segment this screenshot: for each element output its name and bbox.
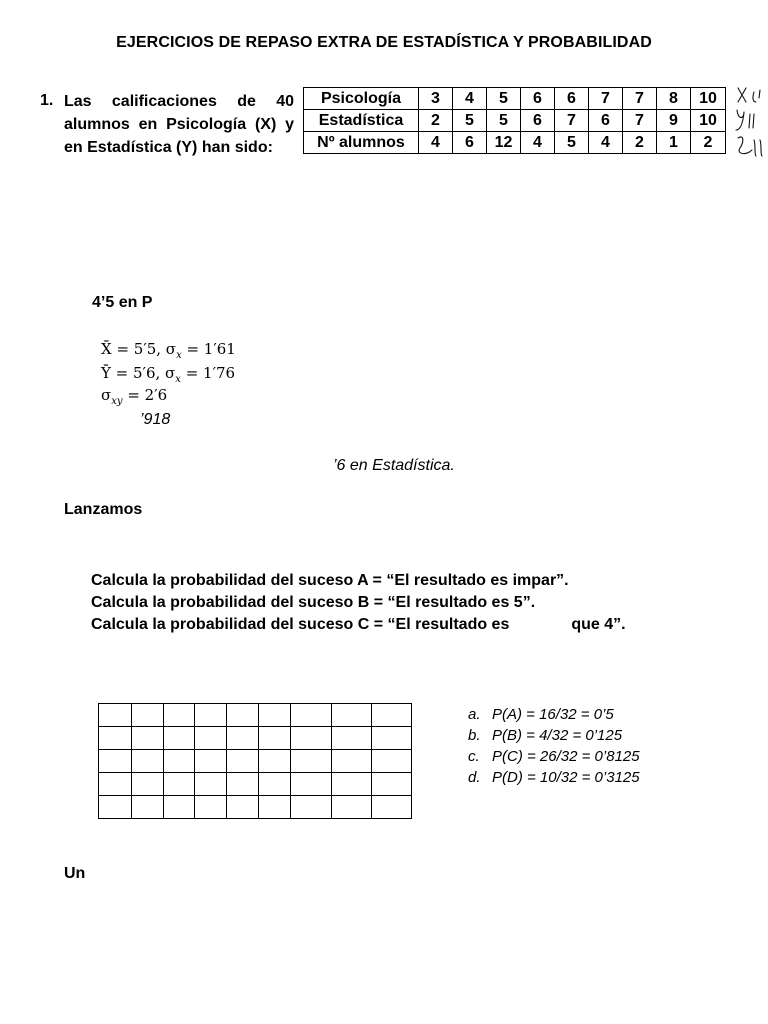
table-cell: 4	[521, 132, 555, 154]
table-cell: 10	[691, 110, 726, 132]
grid-cell	[164, 727, 195, 750]
formula-text: = 1′61	[181, 340, 236, 358]
handwritten-f-mark	[754, 140, 762, 156]
formula-text: Ȳ = 5′6, σ	[101, 364, 176, 382]
section-heading: Un	[64, 865, 86, 882]
handwritten-f-mark	[738, 137, 752, 154]
formula-subscript: xy	[111, 396, 123, 407]
probability-question: Calcula la probabilidad del suceso B = “El resultado es 5”.	[91, 594, 536, 611]
grid-cell	[164, 704, 195, 727]
grid-cell	[372, 727, 412, 750]
table-cell: 2	[419, 110, 453, 132]
table-cell: 2	[623, 132, 657, 154]
table-cell: 1	[657, 132, 691, 154]
table-cell: 7	[623, 88, 657, 110]
row-label: Estadística	[304, 110, 419, 132]
answer-letter: b.	[468, 727, 481, 744]
formula-subscript: x	[176, 350, 182, 361]
grid-cell	[99, 704, 132, 727]
grid-cell	[132, 704, 164, 727]
table-cell: 5	[555, 132, 589, 154]
table-cell: 6	[589, 110, 623, 132]
answer-text: P(A) = 16/32 = 0’5	[492, 706, 614, 723]
table-cell: 4	[589, 132, 623, 154]
question-number: 1.	[40, 92, 54, 109]
table-cell: 7	[555, 110, 589, 132]
grid-cell	[195, 750, 227, 773]
grid-cell	[132, 727, 164, 750]
formula-text: = 1′76	[180, 364, 236, 382]
table-cell: 6	[555, 88, 589, 110]
table-row	[304, 88, 726, 110]
answer-letter: c.	[468, 748, 480, 765]
grid-cell	[227, 773, 259, 796]
handwritten-x-mark	[753, 90, 760, 102]
table-cell: 7	[589, 88, 623, 110]
answer-text: P(B) = 4/32 = 0’125	[492, 727, 623, 744]
formula-subscript: x	[175, 374, 181, 385]
grid-cell	[99, 773, 132, 796]
grades-table	[303, 87, 726, 154]
document-title: EJERCICIOS DE REPASO EXTRA DE ESTADÍSTICA Y PROBABILIDAD	[116, 34, 652, 51]
answer-item	[468, 704, 640, 725]
grid-cell	[291, 750, 332, 773]
section-heading: Lanzamos	[64, 501, 143, 518]
note-line: 4’5 en P	[92, 294, 153, 311]
handwritten-y-mark	[749, 114, 754, 128]
table-cell: 2	[691, 132, 726, 154]
table-row	[304, 132, 726, 154]
grid-cell	[195, 704, 227, 727]
grid-cell	[291, 704, 332, 727]
formula-text: X̄ = 5′5, σ	[101, 340, 177, 358]
row-label: Nº alumnos	[304, 132, 419, 154]
formula-text: = 2′6	[122, 386, 168, 404]
formula-covariance	[101, 386, 167, 407]
answer-list	[468, 704, 640, 788]
table-cell: 6	[453, 132, 487, 154]
grid-cell	[372, 704, 412, 727]
grid-cell	[332, 773, 372, 796]
table-cell: 10	[691, 88, 726, 110]
grid-cell	[195, 796, 227, 819]
table-cell: 7	[623, 110, 657, 132]
formula-x-mean	[101, 340, 236, 361]
grid-cell	[195, 773, 227, 796]
grid-cell	[332, 750, 372, 773]
grid-cell	[332, 796, 372, 819]
handwritten-x-mark	[738, 88, 746, 102]
table-cell: 5	[487, 110, 521, 132]
grid-cell	[195, 727, 227, 750]
probability-question: Calcula la probabilidad del suceso A = “El resultado es impar”.	[91, 572, 569, 589]
question-text: que 4”.	[571, 616, 626, 633]
grid-row	[99, 750, 412, 773]
grid-cell	[259, 750, 291, 773]
table-cell: 4	[419, 132, 453, 154]
grid-cell	[227, 704, 259, 727]
question-text: Calcula la probabilidad del suceso C = “El resultado es	[91, 616, 510, 633]
grid-cell	[164, 750, 195, 773]
answer-item	[468, 725, 640, 746]
grid-cell	[227, 727, 259, 750]
grid-cell	[132, 773, 164, 796]
table-cell: 5	[487, 88, 521, 110]
formula-text: σ	[101, 386, 112, 404]
grid-cell	[99, 727, 132, 750]
grid-row	[99, 727, 412, 750]
formula-y-mean	[101, 364, 235, 385]
grid-row	[99, 796, 412, 819]
grid-cell	[372, 773, 412, 796]
answer-text: P(C) = 26/32 = 0’8125	[492, 748, 640, 765]
table-cell: 4	[453, 88, 487, 110]
grid-cell	[227, 750, 259, 773]
grid-cell	[291, 773, 332, 796]
grid-cell	[164, 773, 195, 796]
answer-item	[468, 767, 640, 788]
table-row	[304, 110, 726, 132]
grid-cell	[259, 773, 291, 796]
handwritten-y-mark	[736, 110, 744, 130]
question-text: Las calificaciones de 40 alumnos en Psicología (X) y en Estadística (Y) han sido:	[64, 93, 294, 156]
handwritten-annotations	[732, 84, 766, 166]
grid-cell	[99, 796, 132, 819]
grid-cell	[291, 796, 332, 819]
empty-grid	[98, 703, 412, 819]
grid-cell	[227, 796, 259, 819]
table-cell: 9	[657, 110, 691, 132]
grid-row	[99, 704, 412, 727]
grid-row	[99, 773, 412, 796]
answer-letter: d.	[468, 769, 481, 786]
grid-cell	[259, 796, 291, 819]
answer-letter: a.	[468, 706, 481, 723]
grid-cell	[99, 750, 132, 773]
grid-cell	[132, 750, 164, 773]
answer-text: P(D) = 10/32 = 0’3125	[492, 769, 640, 786]
grid-cell	[259, 704, 291, 727]
grid-cell	[132, 796, 164, 819]
table-cell: 3	[419, 88, 453, 110]
table-cell: 8	[657, 88, 691, 110]
note-line: ’6 en Estadística.	[333, 457, 455, 474]
probability-questions	[91, 570, 626, 636]
table-cell: 6	[521, 110, 555, 132]
correlation-value: ’918	[140, 411, 171, 428]
grid-cell	[164, 796, 195, 819]
grid-cell	[291, 727, 332, 750]
table-cell: 6	[521, 88, 555, 110]
grid-cell	[332, 727, 372, 750]
grid-cell	[372, 750, 412, 773]
row-label: Psicología	[304, 88, 419, 110]
grid-cell	[259, 727, 291, 750]
table-cell: 12	[487, 132, 521, 154]
grid-cell	[372, 796, 412, 819]
answer-item	[468, 746, 640, 767]
table-cell: 5	[453, 110, 487, 132]
grid-cell	[332, 704, 372, 727]
probability-question	[91, 614, 626, 636]
